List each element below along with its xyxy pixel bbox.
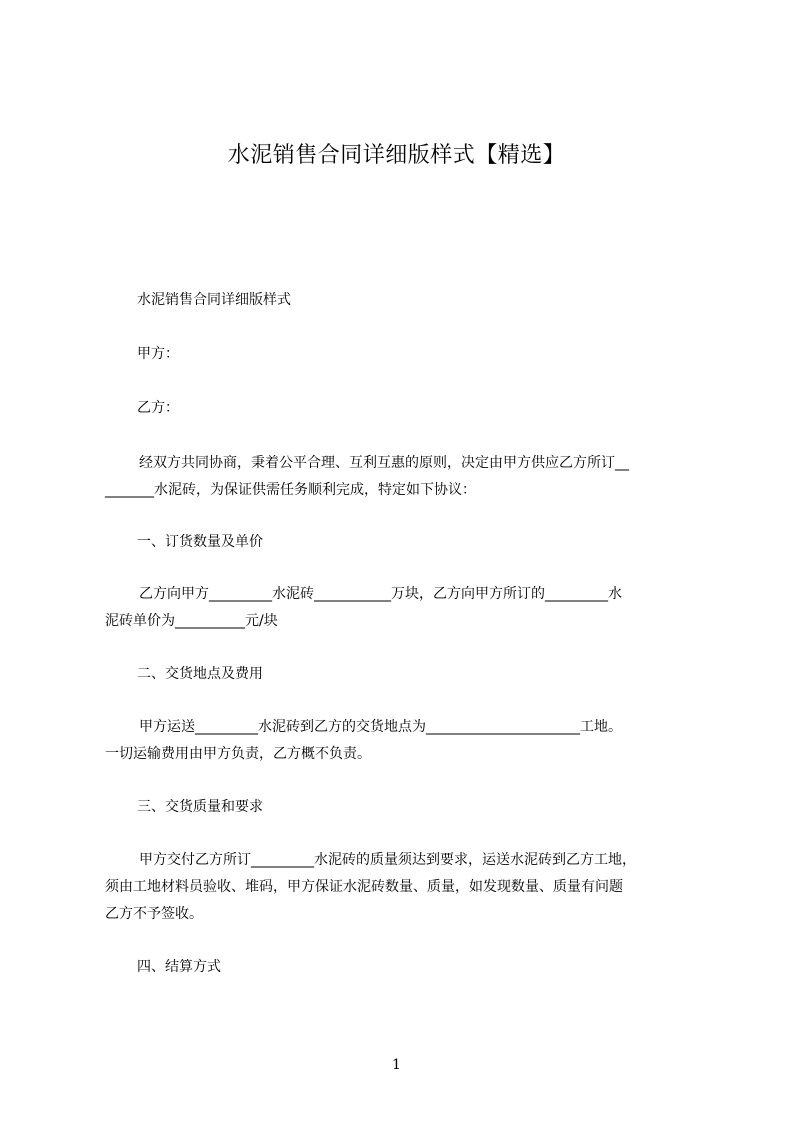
section-3-line-1: 甲方交付乙方所订_________水泥砖的质量须达到要求，运送水泥砖到乙方工地，: [139, 852, 636, 868]
section-2-heading: 二、交货地点及费用: [137, 666, 263, 682]
document-subtitle: 水泥销售合同详细版样式: [137, 292, 291, 308]
intro-paragraph-line-2: _______水泥砖，为保证供需任务顺利完成，特定如下协议：: [105, 482, 476, 498]
party-b-label: 乙方：: [137, 400, 179, 416]
section-2-line-2: 一切运输费用由甲方负责，乙方概不负责。: [105, 746, 371, 762]
intro-paragraph-line-1: 经双方共同协商，秉着公平合理、互利互惠的原则，决定由甲方供应乙方所订__: [139, 455, 629, 471]
section-4-heading: 四、结算方式: [137, 959, 221, 975]
document-title: 水泥销售合同详细版样式【精选】: [227, 143, 566, 168]
section-3-line-3: 乙方不予签收。: [105, 906, 203, 922]
section-1-heading: 一、订货数量及单价: [137, 534, 263, 550]
page-number: 1: [392, 1057, 401, 1073]
section-1-line-2: 泥砖单价为__________元/块: [105, 613, 278, 629]
section-3-line-2: 须由工地材料员验收、堆码，甲方保证水泥砖数量、质量，如发现数量、质量有问题: [105, 879, 623, 895]
section-1-line-1: 乙方向甲方_________水泥砖___________万块，乙方向甲方所订的_________水: [139, 586, 622, 602]
party-a-label: 甲方：: [137, 346, 179, 362]
section-3-heading: 三、交货质量和要求: [137, 799, 263, 815]
section-2-line-1: 甲方运送_________水泥砖到乙方的交货地点为______________________工地。: [139, 719, 622, 735]
